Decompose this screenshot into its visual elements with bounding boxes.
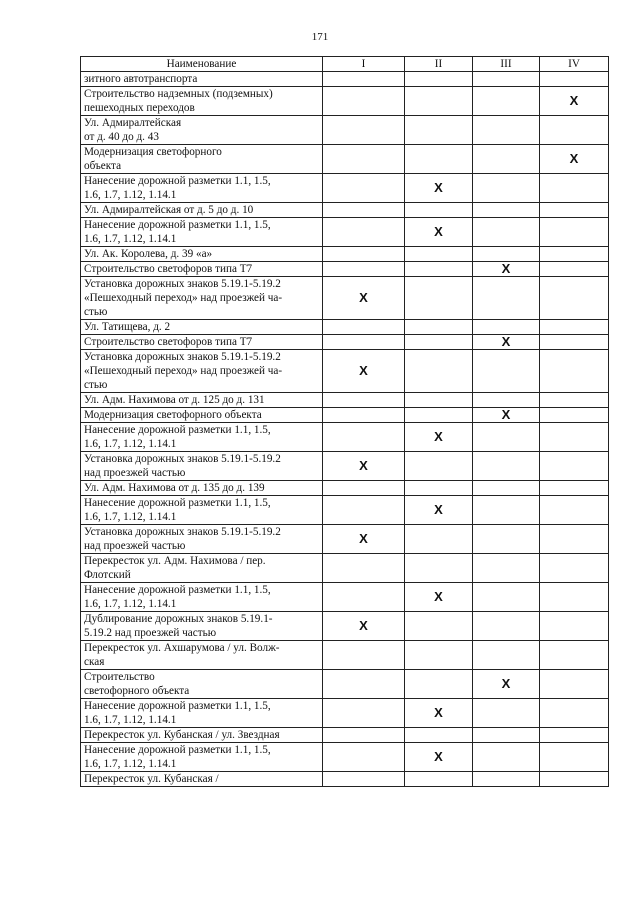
row-name-cell: Модернизация светофорного объекта [81,145,323,174]
mark-cell-iv [540,262,609,277]
row-name-cell: Нанесение дорожной разметки 1.1, 1.5, 1.6, 1.7, 1.12, 1.14.1 [81,174,323,203]
table-row [81,203,609,218]
mark-cell-iv [540,670,609,699]
mark-cell-iii [473,393,540,408]
mark-cell-i [323,481,405,496]
mark-cell-ii: X [405,218,473,247]
table-body [81,72,609,787]
mark-cell-iii [473,699,540,728]
mark-cell-ii [405,277,473,320]
mark-cell-iv [540,525,609,554]
mark-cell-i [323,320,405,335]
mark-cell-iii [473,174,540,203]
table-row [81,145,609,174]
mark-cell-i [323,496,405,525]
column-header-ii: II [405,57,473,72]
mark-cell-iv [540,350,609,393]
mark-cell-i [323,670,405,699]
table-header-row [81,57,609,72]
mark-cell-iv [540,116,609,145]
mark-cell-ii [405,320,473,335]
mark-cell-ii [405,670,473,699]
table-row [81,481,609,496]
mark-cell-ii [405,772,473,787]
table-row [81,320,609,335]
row-name-cell: Дублирование дорожных знаков 5.19.1- 5.19.2 над проезжей частью [81,612,323,641]
mark-cell-iii [473,145,540,174]
mark-cell-iv: X [540,87,609,116]
mark-cell-i [323,116,405,145]
row-name-cell: Строительство надземных (подземных) пешеходных переходов [81,87,323,116]
table-row [81,641,609,670]
row-name-cell: Модернизация светофорного объекта [81,408,323,423]
mark-cell-iv: X [540,145,609,174]
mark-cell-iii [473,728,540,743]
mark-cell-i: X [323,525,405,554]
page-number: 171 [311,31,329,43]
mark-cell-i [323,393,405,408]
mark-cell-i [323,743,405,772]
column-header-name: Наименование [81,57,323,72]
mark-cell-i [323,554,405,583]
mark-cell-i [323,247,405,262]
row-name-cell: Строительство светофорного объекта [81,670,323,699]
row-name-cell: Установка дорожных знаков 5.19.1-5.19.2 «Пешеходный переход» над проезжей ча- стью [81,277,323,320]
table-row [81,350,609,393]
mark-cell-i [323,262,405,277]
row-name-cell: Перекресток ул. Кубанская / [81,772,323,787]
table-row [81,728,609,743]
table-row [81,423,609,452]
row-name-cell: Строительство светофоров типа Т7 [81,335,323,350]
mark-cell-i [323,583,405,612]
mark-cell-iii [473,277,540,320]
table-row [81,335,609,350]
mark-cell-iv [540,408,609,423]
mark-cell-iii [473,772,540,787]
row-name-cell: Установка дорожных знаков 5.19.1-5.19.2 «Пешеходный переход» над проезжей ча- стью [81,350,323,393]
mark-cell-ii: X [405,174,473,203]
table-row [81,408,609,423]
mark-cell-iv [540,247,609,262]
mark-cell-ii: X [405,496,473,525]
mark-cell-iii [473,87,540,116]
mark-cell-iv [540,423,609,452]
row-name-cell: Установка дорожных знаков 5.19.1-5.19.2 над проезжей частью [81,452,323,481]
mark-cell-i [323,87,405,116]
row-name-cell: Ул. Адмиралтейская от д. 40 до д. 43 [81,116,323,145]
mark-cell-iv [540,72,609,87]
mark-cell-ii [405,525,473,554]
mark-cell-iv [540,583,609,612]
table-row [81,612,609,641]
table-row [81,72,609,87]
mark-cell-iv [540,218,609,247]
mark-cell-iv [540,641,609,670]
row-name-cell: Перекресток ул. Ахшарумова / ул. Волж- ская [81,641,323,670]
row-name-cell: Ул. Адм. Нахимова от д. 125 до д. 131 [81,393,323,408]
column-header-iii: III [473,57,540,72]
table-row [81,174,609,203]
table-row [81,670,609,699]
mark-cell-ii [405,87,473,116]
mark-cell-iii [473,423,540,452]
table-row [81,699,609,728]
table-row [81,583,609,612]
table-row [81,452,609,481]
mark-cell-iv [540,277,609,320]
mark-cell-iii [473,72,540,87]
mark-cell-iv [540,554,609,583]
row-name-cell: Нанесение дорожной разметки 1.1, 1.5, 1.6, 1.7, 1.12, 1.14.1 [81,583,323,612]
mark-cell-iv [540,452,609,481]
mark-cell-iii: X [473,408,540,423]
mark-cell-iii [473,452,540,481]
mark-cell-ii: X [405,583,473,612]
column-header-iv: IV [540,57,609,72]
row-name-cell: Ул. Ак. Королева, д. 39 «а» [81,247,323,262]
row-name-cell: Нанесение дорожной разметки 1.1, 1.5, 1.6, 1.7, 1.12, 1.14.1 [81,218,323,247]
mark-cell-iii [473,350,540,393]
table-row [81,247,609,262]
table-row [81,554,609,583]
mark-cell-i [323,218,405,247]
mark-cell-ii [405,262,473,277]
column-header-i: I [323,57,405,72]
mark-cell-ii [405,145,473,174]
mark-cell-iii: X [473,670,540,699]
table-row [81,116,609,145]
mark-cell-ii [405,247,473,262]
mark-cell-i [323,772,405,787]
mark-cell-ii [405,728,473,743]
mark-cell-ii [405,408,473,423]
row-name-cell: Нанесение дорожной разметки 1.1, 1.5, 1.6, 1.7, 1.12, 1.14.1 [81,496,323,525]
mark-cell-iii [473,743,540,772]
mark-cell-ii: X [405,423,473,452]
table-row [81,277,609,320]
mark-cell-iv [540,393,609,408]
mark-cell-ii [405,335,473,350]
mark-cell-iii [473,247,540,262]
row-name-cell: Нанесение дорожной разметки 1.1, 1.5, 1.6, 1.7, 1.12, 1.14.1 [81,743,323,772]
mark-cell-iii [473,525,540,554]
mark-cell-iii [473,612,540,641]
mark-cell-ii [405,452,473,481]
mark-cell-iv [540,728,609,743]
row-name-cell: Строительство светофоров типа Т7 [81,262,323,277]
mark-cell-i: X [323,277,405,320]
mark-cell-i [323,203,405,218]
mark-cell-i [323,72,405,87]
table-row [81,262,609,277]
table-row [81,393,609,408]
mark-cell-i: X [323,612,405,641]
mark-cell-i: X [323,452,405,481]
mark-cell-ii [405,393,473,408]
mark-cell-iv [540,174,609,203]
mark-cell-iii: X [473,262,540,277]
mark-cell-iii [473,496,540,525]
mark-cell-ii [405,612,473,641]
mark-cell-ii [405,554,473,583]
mark-cell-i: X [323,350,405,393]
plan-table [80,56,609,787]
mark-cell-ii [405,481,473,496]
row-name-cell: Ул. Татищева, д. 2 [81,320,323,335]
mark-cell-i [323,335,405,350]
mark-cell-iii [473,218,540,247]
mark-cell-ii [405,203,473,218]
mark-cell-iii [473,203,540,218]
row-name-cell: Нанесение дорожной разметки 1.1, 1.5, 1.6, 1.7, 1.12, 1.14.1 [81,423,323,452]
table-row [81,218,609,247]
mark-cell-ii [405,641,473,670]
table-row [81,525,609,554]
mark-cell-ii [405,72,473,87]
mark-cell-ii [405,350,473,393]
mark-cell-ii: X [405,743,473,772]
mark-cell-iii [473,641,540,670]
mark-cell-iv [540,203,609,218]
row-name-cell: Ул. Адм. Нахимова от д. 135 до д. 139 [81,481,323,496]
mark-cell-i [323,423,405,452]
mark-cell-iii [473,116,540,145]
mark-cell-iv [540,320,609,335]
row-name-cell: Ул. Адмиралтейская от д. 5 до д. 10 [81,203,323,218]
mark-cell-iii [473,554,540,583]
row-name-cell: Перекресток ул. Кубанская / ул. Звездная [81,728,323,743]
table-row [81,772,609,787]
mark-cell-ii: X [405,699,473,728]
mark-cell-ii [405,116,473,145]
mark-cell-iv [540,481,609,496]
mark-cell-i [323,641,405,670]
table-row [81,743,609,772]
row-name-cell: зитного автотранспорта [81,72,323,87]
mark-cell-iii [473,583,540,612]
table-row [81,496,609,525]
mark-cell-i [323,728,405,743]
mark-cell-i [323,408,405,423]
row-name-cell: Нанесение дорожной разметки 1.1, 1.5, 1.6, 1.7, 1.12, 1.14.1 [81,699,323,728]
table-row [81,87,609,116]
mark-cell-iv [540,335,609,350]
mark-cell-i [323,699,405,728]
row-name-cell: Установка дорожных знаков 5.19.1-5.19.2 над проезжей частью [81,525,323,554]
mark-cell-iv [540,612,609,641]
mark-cell-i [323,174,405,203]
mark-cell-iv [540,699,609,728]
row-name-cell: Перекресток ул. Адм. Нахимова / пер. Флотский [81,554,323,583]
mark-cell-iii [473,481,540,496]
mark-cell-iv [540,772,609,787]
mark-cell-iii: X [473,335,540,350]
mark-cell-iv [540,496,609,525]
mark-cell-iv [540,743,609,772]
mark-cell-iii [473,320,540,335]
mark-cell-i [323,145,405,174]
